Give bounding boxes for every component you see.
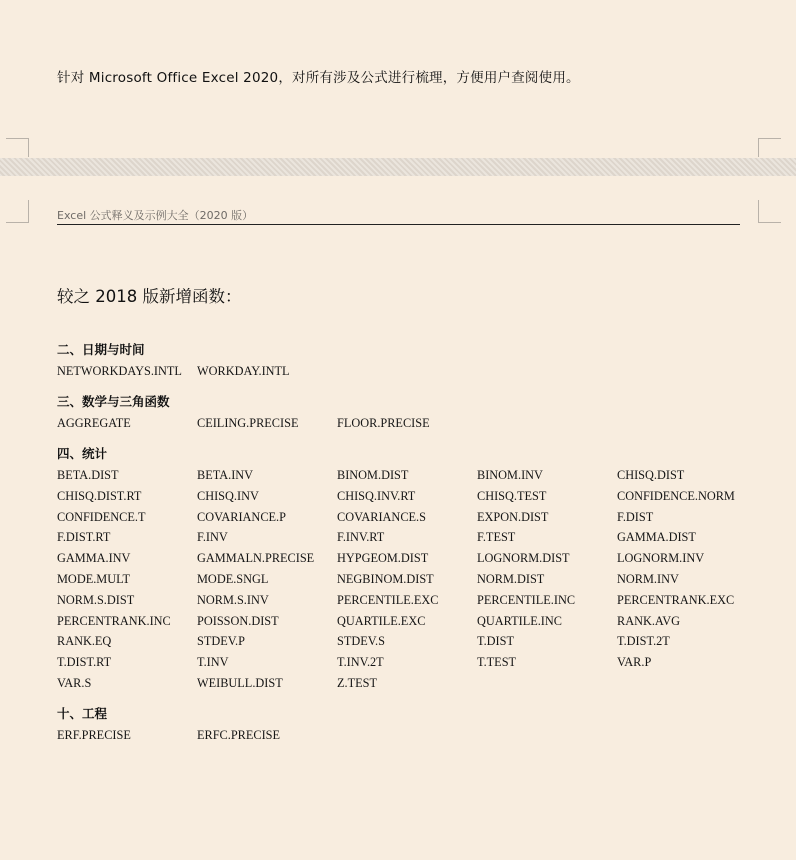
function-row [57,364,747,384]
function-name: FLOOR.PRECISE [337,416,430,430]
crop-mark-bottom-right [758,138,781,157]
function-name: BETA.INV [197,468,254,482]
function-name: T.DIST.RT [57,655,112,670]
function-row [57,572,747,592]
function-name: NEGBINOM.DIST [337,572,434,586]
function-row [57,489,747,509]
function-name: F.DIST [617,509,654,524]
function-name: EXPON.DIST [477,509,549,524]
function-name: Z.TEST [337,676,377,690]
running-header [57,207,740,225]
function-name: RANK.AVG [617,613,680,628]
function-name: PERCENTILE.INC [477,592,576,607]
function-name: T.INV [197,655,229,670]
function-name: QUARTILE.INC [477,613,562,628]
function-name: CONFIDENCE.NORM [617,488,735,503]
function-name: CHISQ.TEST [477,488,547,503]
intro-paragraph: 针对 Microsoft Office Excel 2020，对所有涉及公式进行梳理，方便用户查阅使用。 [57,70,580,86]
crop-mark-top-right [758,200,781,223]
section-title: 三、数学与三角函数 [57,394,170,409]
function-name: T.INV.2T [337,655,384,670]
function-name: F.INV [197,530,228,545]
function-name: BINOM.DIST [337,468,409,482]
function-name: RANK.EQ [57,634,112,649]
function-row [57,551,747,571]
function-name: MODE.MULT [57,572,130,586]
function-row [57,655,747,675]
function-name: VAR.P [617,655,652,670]
function-name: ERFC.PRECISE [197,728,281,742]
function-name: VAR.S [57,676,92,690]
function-row [57,593,747,613]
function-row [57,676,747,696]
function-name: CEILING.PRECISE [197,416,299,430]
section-title: 十、工程 [57,706,108,721]
function-name: CHISQ.INV.RT [337,488,416,503]
function-name: GAMMA.INV [57,551,131,566]
function-name: ERF.PRECISE [57,728,131,742]
function-name: WEIBULL.DIST [197,676,283,690]
function-name: CHISQ.INV [197,488,259,503]
function-name: LOGNORM.INV [617,551,705,566]
function-name: GAMMA.DIST [617,530,696,545]
crop-mark-top-left [6,200,29,223]
function-name: NORM.S.INV [197,592,269,607]
function-name: STDEV.P [197,634,245,649]
function-name: NORM.S.DIST [57,592,135,607]
function-row [57,728,747,748]
function-row [57,468,747,488]
function-name: T.TEST [477,655,517,670]
page-gap [0,158,796,176]
function-name: GAMMALN.PRECISE [197,551,315,566]
function-name: COVARIANCE.P [197,509,286,524]
function-name: BETA.DIST [57,468,119,482]
function-name: T.DIST.2T [617,634,670,649]
function-name: PERCENTILE.EXC [337,592,439,607]
section-title: 二、日期与时间 [57,342,145,357]
function-name: CONFIDENCE.T [57,509,146,524]
function-name: AGGREGATE [57,416,131,430]
function-name: BINOM.INV [477,468,543,482]
function-name: MODE.SNGL [197,572,269,586]
function-name: STDEV.S [337,634,385,649]
function-name: WORKDAY.INTL [197,364,290,378]
function-name: T.DIST [477,634,514,649]
function-name: PERCENTRANK.EXC [617,592,735,607]
function-name: COVARIANCE.S [337,509,426,524]
crop-mark-bottom-left [6,138,29,157]
function-row [57,530,747,550]
running-header-text: Excel 公式释义及示例大全（2020 版） [57,209,254,222]
function-name: F.DIST.RT [57,530,111,545]
function-name: NORM.INV [617,572,679,586]
function-name: NETWORKDAYS.INTL [57,364,182,378]
function-name: F.INV.RT [337,530,385,545]
function-name: LOGNORM.DIST [477,551,570,566]
function-name: F.TEST [477,530,516,545]
function-row [57,416,747,436]
function-name: QUARTILE.EXC [337,613,426,628]
function-name: PERCENTRANK.INC [57,613,171,628]
function-name: CHISQ.DIST [617,468,685,482]
function-row [57,634,747,654]
function-row [57,614,747,634]
function-name: NORM.DIST [477,572,545,586]
section-title: 四、统计 [57,446,108,461]
function-name: POISSON.DIST [197,613,279,628]
function-name: CHISQ.DIST.RT [57,488,142,503]
function-name: HYPGEOM.DIST [337,551,429,566]
new-functions-heading: 较之 2018 版新增函数： [57,287,242,306]
function-row [57,510,747,530]
